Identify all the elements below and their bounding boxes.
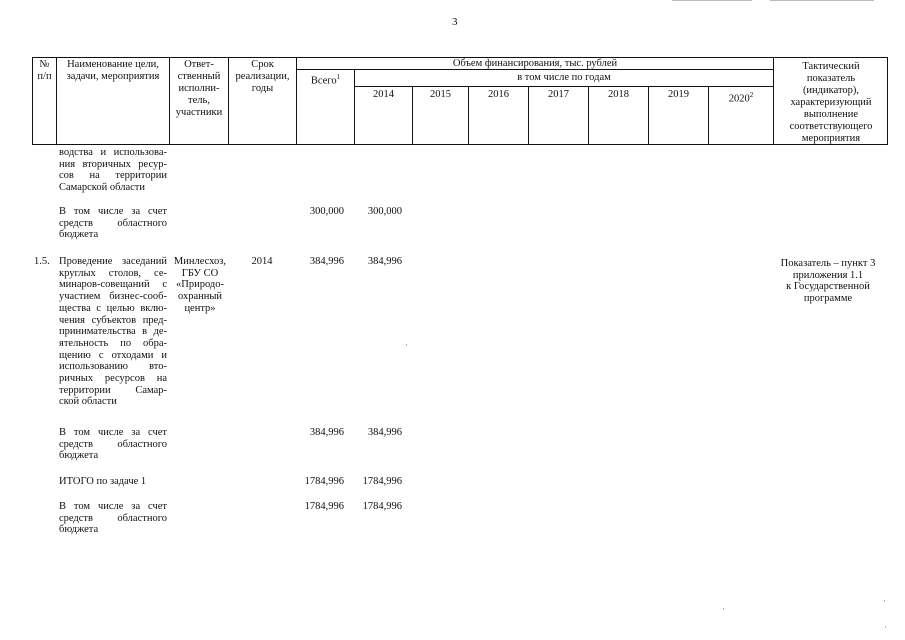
top-rule-2: [770, 0, 874, 1]
row4-description: ИТОГО по задаче 1: [59, 476, 147, 487]
scan-speck: ·: [405, 340, 408, 350]
header-year-2018: 2018: [608, 89, 629, 100]
header-total: [297, 71, 354, 88]
text-line: В том числе за счет: [59, 206, 167, 217]
text-line: водства и использова-: [59, 147, 167, 158]
text-line: бюджета: [59, 524, 99, 536]
header-year-2016: 2016: [488, 89, 509, 100]
header-year-2019: 2019: [668, 89, 689, 100]
text-line: принимательства в де-: [59, 326, 167, 338]
text-line: В том числе за счет: [59, 427, 167, 438]
page-number: 3: [452, 16, 458, 28]
header-year-2015: 2015: [430, 89, 451, 100]
header-term: Срок реализации, годы: [235, 59, 290, 94]
row3-description: [59, 427, 167, 462]
text-line: щению с отходами и: [59, 349, 167, 361]
text-line: использованию вто-: [59, 361, 167, 373]
row3-2014: 384,996: [367, 427, 402, 438]
row2-number: 1.5.: [34, 256, 50, 267]
text-line: ятельность по обра-: [59, 337, 167, 349]
row4-total: 1784,996: [304, 476, 344, 487]
row2-term: 2014: [251, 256, 273, 267]
text-line: круглых столов, се-: [59, 267, 167, 279]
row2-indicator: Показатель – пункт 3 приложения 1.1 к Государственной программе: [780, 258, 876, 305]
header-year-2020-label: 2020: [728, 93, 750, 105]
row5-total: 1784,996: [304, 501, 344, 512]
row2-total: 384,996: [309, 256, 344, 267]
row2-2014: 384,996: [367, 256, 402, 267]
text-line: Самарской области: [59, 182, 145, 194]
header-border-bottom: [32, 144, 888, 145]
text-line: ской области: [59, 396, 117, 408]
text-line: щества с целью вклю-: [59, 302, 167, 314]
text-line: средств областного: [59, 217, 167, 229]
text-line: минаров-совещаний с: [59, 279, 167, 291]
text-line: бюджета: [59, 450, 99, 462]
text-line: территории Самар-: [59, 384, 167, 396]
header-by-years: в том числе по годам: [517, 72, 611, 83]
row-cont-description: [59, 147, 167, 194]
scan-speck: ·: [883, 596, 886, 606]
header-funding: Объем финансирования, тыс. рублей: [452, 58, 618, 69]
table-header: [32, 57, 888, 145]
text-line: ричных ресурсов на: [59, 373, 167, 385]
row1-description: [59, 206, 167, 241]
row1-total: 300,000: [309, 206, 344, 217]
text-line: сов на территории: [59, 170, 167, 182]
header-indicator: Тактический показатель (индикатор), характеризующий выполнение соответствующего мероприятия: [789, 61, 873, 144]
scan-speck: ·: [722, 604, 725, 614]
header-year-2014: 2014: [373, 89, 394, 100]
row-sep-years: [354, 86, 773, 87]
scan-speck: ·: [884, 622, 887, 632]
row1-2014: 300,000: [367, 206, 402, 217]
row4-2014: 1784,996: [362, 476, 402, 487]
header-year-2020-footnote: 2: [749, 91, 754, 99]
text-line: Проведение заседаний: [59, 256, 167, 267]
top-rule-1: [672, 0, 752, 1]
header-year-2017: 2017: [548, 89, 569, 100]
header-year-2020: [709, 89, 773, 106]
row5-description: [59, 501, 167, 536]
text-line: средств областного: [59, 438, 167, 450]
text-line: бюджета: [59, 229, 99, 241]
header-responsible: Ответ- ственный исполни- тель, участники: [175, 59, 223, 118]
header-total-footnote: 1: [336, 73, 341, 81]
text-line: чения субъектов пред-: [59, 314, 167, 326]
header-total-label: Всего: [310, 75, 337, 87]
header-name: Наименование цели, задачи, мероприятия: [66, 59, 160, 82]
row2-description: [59, 256, 167, 408]
row5-2014: 1784,996: [362, 501, 402, 512]
text-line: участием бизнес-сооб-: [59, 291, 167, 303]
row3-total: 384,996: [309, 427, 344, 438]
row2-responsible: Минлесхоз, ГБУ СО «Природо- охранный центр»: [173, 256, 227, 314]
header-num: № п/п: [37, 59, 52, 82]
text-line: В том числе за счет: [59, 501, 167, 512]
text-line: средств областного: [59, 512, 167, 524]
text-line: ния вторичных ресур-: [59, 158, 167, 170]
